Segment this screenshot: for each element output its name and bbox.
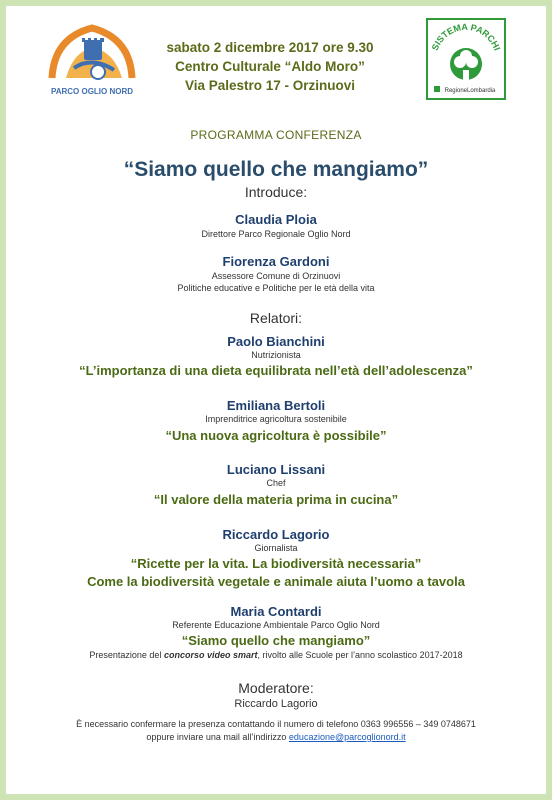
- speaker-talk-subtitle: Come la biodiversità vegetale e animale aiuta l’uomo a tavola: [87, 574, 465, 589]
- moderatore-name: Riccardo Lagorio: [234, 698, 318, 710]
- note-emphasis: concorso video smart: [163, 650, 258, 660]
- speaker-name: Luciano Lissani: [226, 462, 326, 477]
- note-text: Presentazione del: [89, 650, 164, 660]
- speaker-name: Paolo Bianchini: [227, 334, 325, 349]
- speaker-talk: “Una nuova agricoltura è possibile”: [165, 428, 387, 443]
- introducer-role: Assessore Comune di Orzinuovi: [211, 271, 341, 281]
- introducer-name: Fiorenza Gardoni: [222, 254, 330, 269]
- programma-label: PROGRAMMA CONFERENZA: [190, 128, 362, 142]
- speaker-talk: “L’importanza di una dieta equilibrata nell’età dell’adolescenza”: [79, 363, 473, 378]
- speaker-note: [0, 650, 552, 661]
- introduce-label: Introduce:: [244, 184, 308, 200]
- footer-email-line: [0, 731, 552, 744]
- event-header: [150, 38, 390, 95]
- introducer-name: Claudia Ploia: [235, 212, 317, 227]
- speaker-role: Giornalista: [254, 543, 298, 553]
- parco-oglio-nord-logo: [44, 18, 140, 98]
- speaker-name: Maria Contardi: [230, 604, 322, 619]
- conference-title: “Siamo quello che mangiamo”: [123, 158, 429, 181]
- speaker-talk: “Il valore della materia prima in cucina”: [153, 492, 399, 507]
- speaker-talk: “Ricette per la vita. La biodiversità necessaria”: [130, 556, 422, 571]
- footer-phone-line: È necessario confermare la presenza contattando il numero di telefono 0363 996556 – 349 0748671: [76, 719, 476, 729]
- relatori-label: Relatori:: [249, 310, 303, 326]
- introducer-role-detail: Politiche educative e Politiche per le età della vita: [177, 283, 375, 293]
- event-venue: Centro Culturale “Aldo Moro”: [175, 59, 365, 74]
- moderatore-label: Moderatore:: [238, 680, 314, 696]
- speaker-talk: “Siamo quello che mangiamo”: [181, 633, 371, 648]
- footer-contact: [0, 718, 552, 744]
- footer-email-prefix: oppure inviare una mail all’indirizzo: [146, 732, 289, 742]
- introducer-role: Direttore Parco Regionale Oglio Nord: [201, 229, 351, 239]
- speaker-name: Emiliana Bertoli: [226, 398, 326, 413]
- event-address: Via Palestro 17 - Orzinuovi: [184, 78, 356, 93]
- logo-left-text: PARCO OGLIO NORD: [50, 87, 134, 96]
- speaker-role: Chef: [266, 478, 286, 488]
- speaker-role: Referente Educazione Ambientale Parco Oglio Nord: [172, 620, 380, 630]
- speaker-role: Imprenditrice agricoltura sostenibile: [205, 414, 347, 424]
- speaker-role: Nutrizionista: [251, 350, 301, 360]
- event-date: sabato 2 dicembre 2017 ore 9.30: [166, 40, 374, 55]
- logo-right-subtext: RegioneLombardia: [444, 88, 496, 94]
- note-text-end: , rivolto alle Scuole per l’anno scolastico 2017-2018: [257, 650, 463, 660]
- speaker-name: Riccardo Lagorio: [222, 527, 330, 542]
- logo-right-text: SISTEMA PARCHI: [429, 21, 503, 52]
- email-link[interactable]: educazione@parcoglionord.it: [288, 732, 406, 742]
- sistema-parchi-logo: [426, 18, 506, 100]
